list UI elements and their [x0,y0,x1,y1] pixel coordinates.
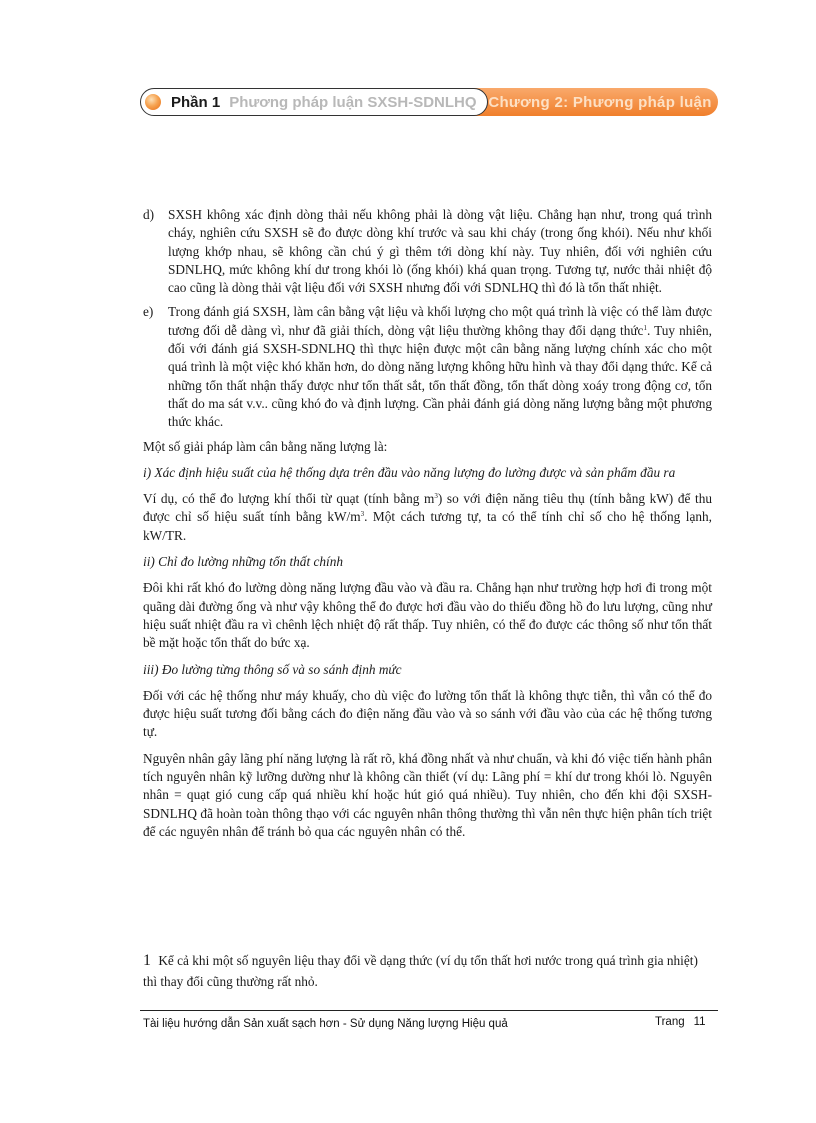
superscript: 3 [360,510,365,519]
paragraph-ii: Đôi khi rất khó đo lường dòng năng lượng đầu vào và đầu ra. Chẳng hạn như trường hợp hơi đi trong một quãng dài đường ống và như vậy không thể đo được hơi đầu vào do thiếu đồng hồ đo lưu lượng, cũng như hiệu suất nhiệt đầu ra vì chênh lệch nhiệt độ rất thấp. Tuy nhiên, có thể đo được các thông số như tổn thất bề mặt hoặc tổn thất do bức xạ. [143,580,712,651]
footer-doc-title: Tài liệu hướng dẫn Sản xuất sạch hơn - Sử dụng Năng lượng Hiệu quả [143,1018,508,1030]
superscript: 3 [434,492,438,501]
list-item-d [143,206,712,297]
footnote-text: Kể cả khi một số nguyên liệu thay đổi về dạng thức (ví dụ tổn thất hơi nước trong quá trình gia nhiệt) thì thay đổi cũng thường rất nhỏ. [143,953,698,989]
text-segment: Trong đánh giá SXSH, làm cân bằng vật liệu và khối lượng cho một quá trình là việc có thể làm được tương đối dễ dàng vì, như đã giải thích, dòng vật liệu thường không thay đổi dạng thức [168,304,712,338]
paragraph-i [143,490,712,545]
footer-page-number [655,1016,706,1028]
header-banner [140,88,718,116]
paragraph-causes: Nguyên nhân gây lãng phí năng lượng là rất rõ, khá đồng nhất và như chuẩn, và khi đó việc tiến hành phân tích nguyên nhân kỹ lưỡng dường như là không cần thiết (ví dụ: Lãng phí = khí dư trong khói lò. Nguyên nhân = quạt gió cung cấp quá nhiều khí hoặc hút gió quá nhiều). Tuy nhiên, cho đến khi đội SXSH-SDNLHQ đã hoàn toàn thông thạo với các nguyên nhân thông thường thì vẫn nên thực hiện phân tích triệt để các nguyên nhân để tránh bỏ qua các nguyên nhân có thể. [143,750,712,839]
chapter-tab [470,88,718,116]
footer-divider [140,1010,718,1011]
footnote [143,950,712,992]
section-heading-ii: ii) Chỉ đo lường những tổn thất chính [143,554,343,570]
part-tab [140,88,488,116]
text-segment: . Tuy nhiên, đối với đánh giá SXSH-SDNLHQ thì thực hiện được một cân bằng năng lượng chính xác cho một quá trình là một việc khó khăn hơn, do dòng năng lượng không hữu hình và thay đổi dạng thức. Kể cả những tổn thất nhận thấy được như tổn thất sắt, tổn thất đồng, tổn thất dòng xoáy trong động cơ, tổn thất do ma sát v.v.. cũng khó đo và định lượng. Cần phải đánh giá dòng năng lượng bằng một phương thức khác. [168,322,712,430]
list-marker: e) [143,304,154,320]
part-label: Phần 1 [171,93,221,111]
list-item-text [168,303,712,431]
orange-bullet-icon [145,94,161,110]
text-segment: Ví dụ, có thể đo lượng khí thổi từ quạt (tính bằng m [143,491,435,507]
section-heading-i: i) Xác định hiệu suất của hệ thống dựa trên đầu vào năng lượng đo lường được và sản phẩm đầu ra [143,464,676,480]
list-item-e [143,303,712,431]
text-segment: . Một cách tương tự, ta có thể tính chỉ số cho hệ thống lạnh, kW/TR. [143,509,712,543]
text-segment: ) so với điện năng tiêu thụ (tính bằng kW) để thu được chỉ số hiệu suất tính bằng kW/m [143,491,713,525]
part-title: Phương pháp luận SXSH-SDNLHQ [229,93,477,111]
chapter-title: Chương 2: Phương pháp luận [488,93,712,111]
section-heading-iii: iii) Đo lường từng thông số và so sánh định mức [143,661,402,677]
paragraph-iii: Đối với các hệ thống như máy khuấy, cho dù việc đo lường tổn thất là không thực tiễn, thì vẫn có thể đo được hiệu suất tương đối bằng cách đo điện năng đầu vào và so sánh với đầu vào của các hệ thống tương tự. [143,687,712,740]
page-content [143,206,712,849]
page-number: 11 [693,1016,706,1028]
intro-paragraph: Một số giải pháp làm cân bằng năng lượng là: [143,438,388,454]
list-item-text: SXSH không xác định dòng thải nếu không phải là dòng vật liệu. Chẳng hạn như, trong quá trình cháy, nghiên cứu SXSH sẽ đo được dòng khí trước và sau khi cháy (trong ống khói). Nếu như khối lượng khớp nhau, sẽ không cần chú ý gì thêm tới dòng khí này. Tuy nhiên, đối với nghiên cứu SDNLHQ, mức không khí dư trong khói lò (ống khói) khá quan trọng. Tương tự, nước thải nhiệt độ cao cũng là dòng thải vật liệu đối với SXSH nhưng đối với SDNLHQ thì đó là tổn thất nhiệt. [168,207,712,296]
footnote-number: 1 [143,952,151,969]
footnote-ref[interactable]: 1 [643,323,647,332]
list-marker: d) [143,207,155,222]
page-label: Trang [655,1016,685,1028]
